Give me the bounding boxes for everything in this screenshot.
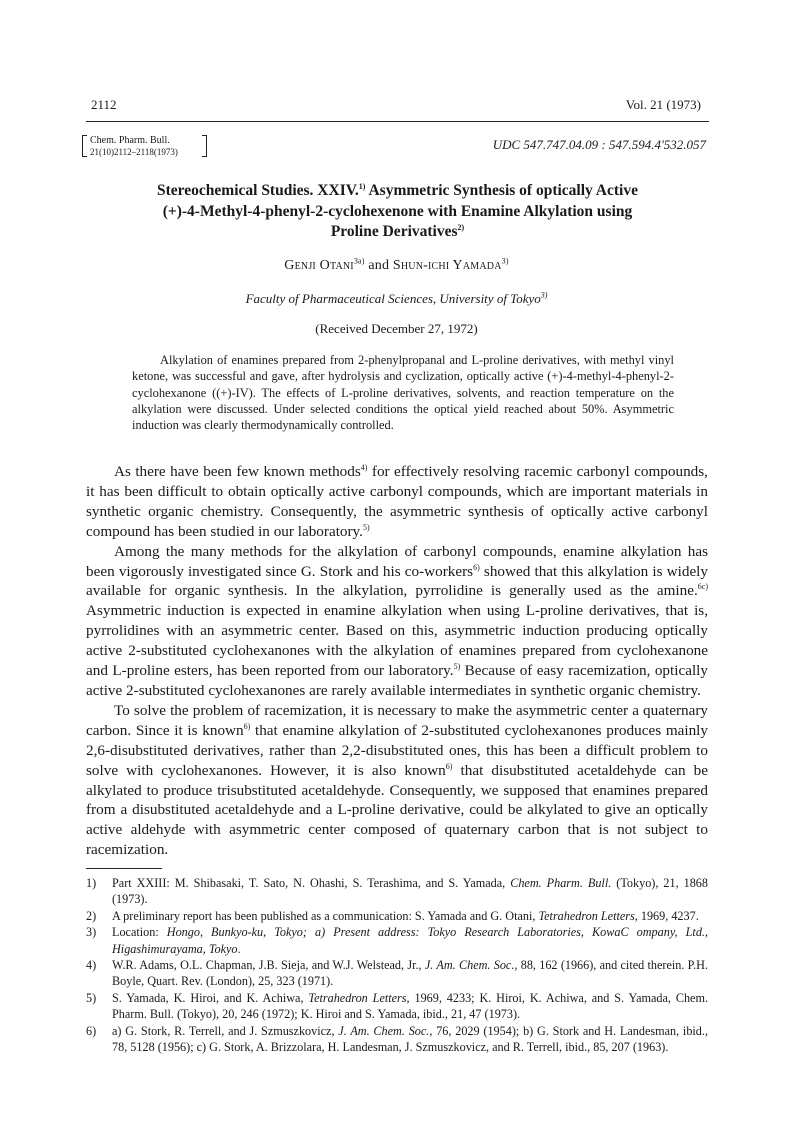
footnote-number: 6) (86, 1023, 97, 1038)
footnote-number: 1) (86, 876, 97, 890)
footnote-italic: Tetrahedron Letters (538, 908, 635, 923)
p2-text-c: Asymmetric induction is expected in enamine alkylation when using L-proline derivatives, that is, pyrrolidines with an asymmetric center. Based on this, asymmetric induction producing optically active 2-substituted cyclohexanones with the alkylation of enamines prepared from cyclohexanone and L-proline esters, has been reported from our laboratory. (86, 602, 708, 680)
p2-text-b: showed that this alkylation is widely available for organic synthesis. In the alkylation, pyrrolidine is generally used as the amine. (86, 562, 708, 600)
abstract: Alkylation of enamines prepared from 2-phenylpropanal and L-proline derivatives, with methyl vinyl ketone, was successful and gave, after hydrolysis and cyclization, optically active (+)-4-methyl-4-phenyl-2-cyclohexanone ((+)-IV). The effects of L-proline derivatives, solvents, and reaction temperature on the alkylation were discussed. Under selected conditions the optical yield reached about 50%. Asymmetric induction was clearly thermodynamically controlled. (132, 353, 674, 433)
p2-ref-c: 5) (453, 662, 461, 671)
p3-ref-b: 6) (445, 761, 453, 771)
footnote-6 (86, 1023, 708, 1056)
footnotes (86, 875, 708, 1055)
footnote-italic: J. Am. Chem. Soc. (424, 958, 515, 973)
title-ref: 1) (358, 181, 366, 191)
p1-text-a: As there have been few known methods (114, 463, 361, 480)
paragraph-1 (86, 462, 708, 542)
footnote-text: S. Yamada, K. Hiroi, and K. Achiwa, (112, 990, 309, 1005)
author-otani: Genji Otani (284, 258, 354, 273)
body-text (86, 462, 708, 860)
footnote-1 (86, 875, 708, 908)
affiliation-ref: 3) (540, 290, 548, 300)
affiliation (90, 291, 703, 307)
footnote-number: 3) (86, 925, 97, 940)
footnote-2 (86, 908, 708, 924)
footnote-number: 4) (86, 958, 97, 973)
p2-ref-a: 6) (473, 562, 480, 572)
footnote-3 (86, 924, 708, 957)
title-rest-ref: 2) (457, 222, 465, 232)
page-number: 2112 (91, 97, 117, 112)
received-date: (Received December 27, 1972) (315, 321, 478, 336)
p1-ref-a: 4) (360, 462, 368, 472)
footnote-text: , 1969, 4237. (634, 908, 699, 923)
footnote-text: , 88, 162 (1966), and cited therein. P.H. Boyle, Quart. Rev. (London), 25, 323 (1971). (112, 958, 708, 989)
footnote-text: . (237, 941, 241, 956)
paragraph-3 (86, 701, 708, 860)
footnote-4 (86, 957, 708, 990)
footnote-text: W.R. Adams, O.L. Chapman, J.B. Sieja, and W.J. Welstead, Jr., (112, 958, 425, 973)
journal-cite-line2: 21(10)2112–2118(1973) (90, 147, 178, 157)
title-main: Stereochemical Studies. XXIV. (157, 182, 359, 199)
footnote-text: Location: (112, 925, 167, 940)
affiliation-text: Faculty of Pharmaceutical Sciences, University of Tokyo (245, 291, 541, 306)
p1-text-b: for effectively resolving racemic carbonyl compounds, it has been difficult to obtain optically active carbonyl compounds, which are important materials in synthetic organic chemistry. Consequently, the asymmetric synthesis of optically active carbonyl compound has been studied in our laboratory. (86, 463, 708, 540)
footnote-italic: J. Am. Chem. Soc. (338, 1023, 430, 1038)
p1-ref-b: 5) (362, 522, 370, 532)
p3-text-a: To solve the problem of racemization, it is necessary to make the asymmetric center a quaternary carbon. Since it is known (86, 701, 708, 739)
p2-text-a: Among the many methods for the alkylation of carbonyl compounds, enamine alkylation has been vigorously investigated since G. Stork and his co-workers (86, 542, 708, 580)
paragraph-2 (86, 542, 708, 701)
author1-ref: 3a) (353, 256, 365, 266)
article-title (140, 181, 655, 243)
title-rest: Asymmetric Synthesis of optically Active (+)-4-Methyl-4-phenyl-2-cyclohexenone with Enamine Alkylation using Proline Derivatives (162, 182, 638, 240)
footnote-text: , 1969, 4233; K. Hiroi, K. Achiwa, and S. Yamada, Chem. Pharm. Bull. (Tokyo), 20, 246 (1972); K. Hiroi and S. Yamada, ibid., 21, 47 (1973). (112, 990, 708, 1022)
footnote-text: A preliminary report has been published as a communication: S. Yamada and G. Otani, (112, 908, 539, 923)
footnote-rule (86, 868, 162, 869)
footnote-italic: Tetrahedron Letters (308, 990, 407, 1005)
p3-text-c: that disubstituted acetaldehyde can be alkylated to produce trisubstituted acetaldehyde. Consequently, we supposed that enamines prepared from a disubstituted acetaldehyde and a L-proline derivative, could be alkylated to give an optically active aldehyde with asymmetric center composed of quaternary carbon that is not subject to racemization. (86, 761, 708, 859)
author2-ref: 3) (501, 256, 509, 266)
footnote-text: , 76, 2029 (1954); b) G. Stork and H. Landesman, ibid., 78, 5128 (1956); c) G. Stork, A. Brizzolara, H. Landesman, J. Szmuszkovicz, and R. Terrell, ibid., 85, 207 (1963). (112, 1023, 708, 1055)
bracket-right (202, 135, 207, 157)
footnote-text: a) G. Stork, R. Terrell, and J. Szmuszkovicz, (112, 1023, 339, 1038)
footnote-5 (86, 990, 708, 1023)
p2-ref-b: 6c) (697, 582, 708, 592)
author-conjunction: and (364, 258, 393, 273)
footnote-number: 2) (86, 908, 97, 923)
udc-code: UDC 547.747.04.09 : 547.594.4'532.057 (492, 137, 706, 152)
footnote-italic: Hongo, Bunkyo-ku, Tokyo; a) Present address: Tokyo Research Laboratories, KowaC ompany, Ltd., Higashimurayama, Tokyo (112, 925, 709, 956)
authors (90, 258, 703, 274)
footnote-text: Part XXIII: M. Shibasaki, T. Sato, N. Ohashi, S. Terashima, and S. Yamada, (112, 876, 511, 890)
bracket-left (82, 135, 87, 157)
footnote-text: (Tokyo), 21, 1868 (1973). (112, 876, 708, 907)
author-yamada: Shun-ichi Yamada (392, 258, 502, 273)
p2-text-d: Because of easy racemization, optically active 2-substituted cyclohexanones are rarely available intermediates in synthetic organic chemistry. (86, 662, 708, 699)
p3-ref-a: 6) (243, 721, 251, 731)
footnote-italic: Chem. Pharm. Bull. (510, 876, 612, 890)
volume-label: Vol. 21 (1973) (625, 97, 701, 112)
journal-cite-line1: Chem. Pharm. Bull. (90, 135, 170, 146)
p3-text-b: that enamine alkylation of 2-substituted cyclohexanones produces mainly 2,6-disubstituted derivatives, rather than 2,2-disubstituted ones, this has been a difficult problem to solve with cyclohexanones. However, it is also known (86, 721, 708, 779)
header-rule (86, 121, 709, 122)
footnote-number: 5) (86, 990, 97, 1005)
